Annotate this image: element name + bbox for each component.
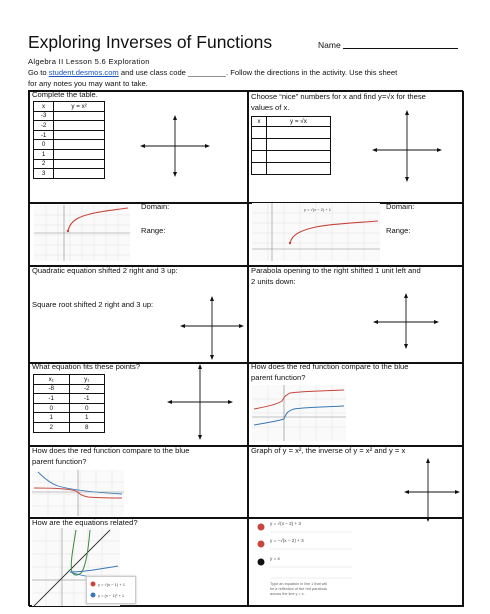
q7-x: -8 — [34, 384, 70, 394]
q5-prompt-b: Square root shifted 2 right and 3 up: — [32, 300, 154, 309]
q12-red-swatch-icon — [258, 541, 265, 548]
q4-graph-label: y = √(x − 2) + 1 — [304, 207, 331, 212]
q2-prompt-a: Choose “nice” numbers for x and find y=√x for these — [251, 92, 426, 101]
q12-note — [270, 582, 327, 597]
q7-y: 1 — [69, 413, 105, 423]
q7-y: -2 — [69, 384, 105, 394]
q7-x: 1 — [34, 413, 70, 423]
desmos-link[interactable]: student.desmos.com — [48, 68, 119, 77]
q9-graph — [32, 470, 124, 516]
q9-prompt-b: parent function? — [32, 457, 87, 466]
q9-prompt-a: How does the red function compare to the blue — [32, 446, 190, 455]
q1-y-blank[interactable] — [54, 121, 105, 131]
q8-graph — [252, 385, 346, 441]
q1-x: -1 — [34, 130, 54, 140]
q4-graph — [252, 203, 380, 261]
q5-prompt-a: Quadratic equation shifted 2 right and 3 up: — [32, 266, 178, 275]
q12-desmos-panel — [252, 518, 432, 604]
q7-col-x: x₁ — [34, 375, 70, 385]
lesson-subtitle: Algebra II Lesson 5.6 Exploration — [28, 57, 150, 66]
q1-x: -3 — [34, 111, 54, 121]
q1-x: -2 — [34, 121, 54, 131]
q4-domain: Domain: — [386, 202, 415, 211]
q12-eq-3[interactable]: y = x — [270, 556, 280, 561]
go-to-text: Go to — [28, 68, 49, 77]
q11-legend — [86, 576, 136, 604]
q11-legend-swatches — [90, 580, 132, 602]
q3-graph — [34, 205, 130, 261]
q3-range: Range: — [141, 226, 166, 235]
q8-prompt-b: parent function? — [251, 373, 306, 382]
q1-y-blank[interactable] — [54, 159, 105, 169]
q1-y-blank[interactable] — [54, 169, 105, 179]
q12-eq-2[interactable]: y = −√(x − 2) + 3 — [270, 538, 304, 543]
name-label: Name — [318, 40, 341, 50]
q11-legend-2: y = (x − 1)² + 1 — [98, 593, 125, 598]
q1-x: 1 — [34, 149, 54, 159]
q1-y-blank[interactable] — [54, 140, 105, 150]
q2-y-blank[interactable] — [266, 138, 330, 150]
q2-x-blank[interactable] — [252, 138, 267, 150]
q7-prompt: What equation fits these points? — [32, 362, 141, 371]
code-text: and use class code _________. Follow the directions in the activity. Use this sheet — [118, 68, 398, 77]
q1-x: 3 — [34, 169, 54, 179]
q2-axes — [372, 110, 442, 182]
q12-black-swatch-icon — [258, 559, 265, 566]
q2-x-blank[interactable] — [252, 150, 267, 162]
name-line — [343, 48, 458, 49]
q2-x-blank[interactable] — [252, 162, 267, 174]
q7-y: 0 — [69, 403, 105, 413]
q1-x: 2 — [34, 159, 54, 169]
q10-axes — [404, 458, 460, 522]
q2-prompt-b: values of x. — [251, 103, 290, 112]
q3-domain: Domain: — [141, 202, 170, 211]
q7-axes — [167, 364, 233, 440]
q2-table — [251, 116, 331, 175]
q12-note-a: Type an equation in line 1 that will — [270, 582, 327, 586]
q1-col-x: x — [34, 102, 54, 112]
q7-col-y: y₁ — [69, 375, 105, 385]
q1-x: 0 — [34, 140, 54, 150]
q8-prompt-a: How does the red function compare to the blue — [251, 362, 409, 371]
q1-prompt: Complete the table. — [32, 90, 98, 99]
notes-line: for any notes you may want to take. — [28, 79, 148, 88]
q6-axes — [373, 293, 439, 349]
q10-prompt: Graph of y = x², the inverse of y = x² and y = x — [251, 446, 406, 455]
q7-y: 8 — [69, 422, 105, 432]
q1-y-blank[interactable] — [54, 149, 105, 159]
page-title: Exploring Inverses of Functions — [28, 32, 273, 52]
q11-legend-1: y = √(x − 1) + 1 — [98, 582, 125, 587]
q7-y: -1 — [69, 394, 105, 404]
q2-x-blank[interactable] — [252, 126, 267, 138]
q7-x: 0 — [34, 403, 70, 413]
q6-prompt-b: 2 units down: — [251, 277, 296, 286]
q6-prompt-a: Parabola opening to the right shifted 1 unit left and — [251, 266, 421, 275]
q7-x: 2 — [34, 422, 70, 432]
q2-y-blank[interactable] — [266, 150, 330, 162]
q2-y-blank[interactable] — [266, 162, 330, 174]
q2-col-y: y = √x — [266, 117, 330, 127]
q12-red-swatch-icon — [258, 524, 265, 531]
q11-prompt: How are the equations related? — [32, 518, 138, 527]
q2-col-x: x — [252, 117, 267, 127]
q2-y-blank[interactable] — [266, 126, 330, 138]
q7-x: -1 — [34, 394, 70, 404]
q1-col-y: y = x² — [54, 102, 105, 112]
q1-y-blank[interactable] — [54, 130, 105, 140]
q12-note-c: across the line y = x. — [270, 592, 305, 596]
q1-y-blank[interactable] — [54, 111, 105, 121]
q5-axes — [180, 296, 244, 360]
q1-axes — [140, 115, 210, 177]
q12-note-b: be a reflection of the red parabola — [270, 587, 327, 591]
instructions-line — [28, 68, 397, 77]
q1-table — [33, 101, 105, 179]
q12-eq-1[interactable]: y = √(x − 2) + 3 — [270, 521, 301, 526]
q4-range: Range: — [386, 226, 411, 235]
q7-table — [33, 374, 105, 433]
